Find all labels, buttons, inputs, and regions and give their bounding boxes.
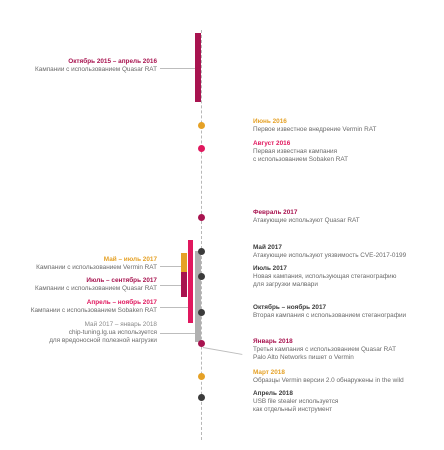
event-desc: Кампании с использованием Vermin RAT (36, 264, 157, 272)
event-label-e14 (253, 390, 438, 415)
event-desc: Образцы Vermin версии 2.0 обнаружены in the wild (253, 377, 404, 385)
event-date: Июль – сентябрь 2017 (86, 277, 157, 284)
event-date: Апрель – ноябрь 2017 (86, 299, 157, 306)
event-date: Июнь 2016 (253, 118, 287, 125)
event-desc: Кампании с использованием Quasar RAT (35, 285, 157, 293)
event-desc: Кампании с использованием Quasar RAT (35, 66, 157, 74)
event-label-e2 (253, 118, 438, 134)
event-date: Октябрь – ноябрь 2017 (253, 304, 327, 311)
event-dot-e7 (198, 273, 205, 280)
vermin-may-jul-2017-bar (181, 253, 187, 272)
event-desc: Новая кампания, использующая стеганографию (253, 273, 397, 281)
event-label-e8 (0, 277, 157, 293)
event-date: Март 2018 (253, 369, 285, 376)
event-desc: Кампании с использованием Sobaken RAT (30, 307, 157, 315)
event-desc: для вредоносной полезной нагрузки (49, 337, 157, 345)
event-label-e6 (0, 256, 157, 272)
event-desc: как отдельный инструмент (253, 406, 333, 414)
event-desc: Palo Alto Networks пишет о Vermin (253, 354, 354, 362)
event-date: Июль 2017 (253, 265, 287, 272)
connector-e1 (160, 68, 195, 69)
event-date: Май – июль 2017 (103, 256, 157, 263)
event-date: Апрель 2018 (253, 390, 293, 397)
event-dot-e10 (198, 309, 205, 316)
event-dot-e2 (198, 122, 205, 129)
event-dot-e14 (198, 394, 205, 401)
event-dot-e4 (198, 214, 205, 221)
event-label-e11 (0, 321, 157, 346)
event-label-e12 (253, 338, 438, 363)
chip-tuning-may2017-jan2018-bar (195, 251, 201, 342)
event-label-e7 (253, 265, 438, 290)
event-label-e10 (253, 304, 438, 320)
event-date: Август 2016 (253, 140, 291, 147)
event-desc: для загрузки малвари (253, 281, 318, 289)
event-desc: Третья кампания с использованием Quasar RAT (253, 346, 396, 354)
connector-e9 (160, 307, 188, 308)
event-desc: Вторая кампания с использованием стеганографии (253, 312, 407, 320)
event-label-e9 (0, 299, 157, 315)
event-date: Октябрь 2015 – апрель 2016 (68, 58, 157, 65)
event-desc: Атакующие используют уязвимость CVE-2017-0199 (253, 252, 407, 260)
quasar-jul-sep-2017-bar (181, 272, 187, 297)
event-dot-e12 (198, 340, 205, 347)
event-dot-e3 (198, 145, 205, 152)
event-date: Январь 2018 (253, 338, 293, 345)
event-desc: Май 2017 – январь 2018 (84, 321, 157, 328)
connector-e8 (160, 285, 181, 286)
event-desc: Первое известное внедрение Vermin RAT (253, 126, 377, 134)
sobaken-apr-nov-2017-bar (188, 240, 193, 323)
connector-e11 (160, 333, 195, 334)
event-dot-e13 (198, 373, 205, 380)
event-desc: chip-tuning.lg.ua используется (68, 329, 157, 337)
event-desc: Первая известная кампания (253, 148, 338, 156)
event-desc: USB file stealer используется (253, 398, 339, 406)
event-label-e3 (253, 140, 438, 165)
event-dot-e5 (198, 248, 205, 255)
event-date: Февраль 2017 (253, 209, 298, 216)
event-label-e1 (0, 58, 157, 74)
event-desc: с использованием Sobaken RAT (253, 156, 349, 164)
connector-e6 (160, 266, 181, 267)
event-label-e5 (253, 244, 438, 260)
event-desc: Атакующие используют Quasar RAT (253, 217, 360, 225)
event-label-e4 (253, 209, 438, 225)
connector-e12 (203, 347, 243, 355)
event-date: Май 2017 (253, 244, 282, 251)
event-label-e13 (253, 369, 438, 385)
quasar-2015-2016-bar (195, 33, 201, 102)
